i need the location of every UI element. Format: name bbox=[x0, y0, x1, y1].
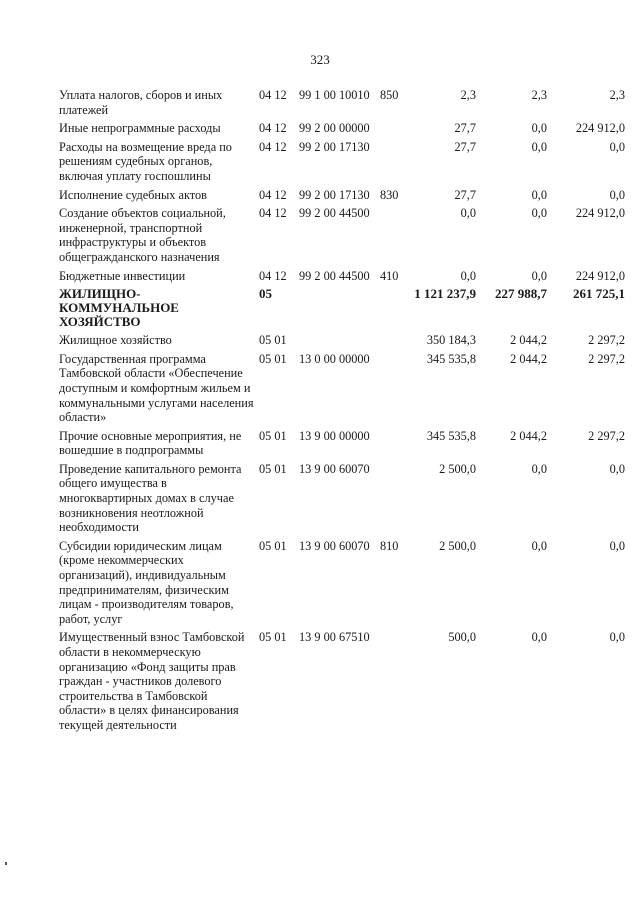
table-row bbox=[59, 352, 629, 425]
row-name: Уплата налогов, сборов и иных платежей bbox=[59, 88, 223, 117]
row-section: 05 01 bbox=[259, 351, 287, 366]
row-target-article: 13 9 00 60070 bbox=[299, 461, 370, 476]
row-expense-type: 830 bbox=[380, 187, 399, 202]
row-value-1: 0,0 bbox=[460, 206, 476, 221]
row-value-2: 0,0 bbox=[531, 206, 547, 221]
row-name: Исполнение судебных актов bbox=[59, 187, 207, 202]
row-name: Субсидии юридическим лицам (кроме некоммерческих организаций), индивидуальным предпринимателям, физическим лицам - производителям товаров, работ, услуг bbox=[59, 538, 234, 626]
row-target-article: 99 2 00 17130 bbox=[299, 139, 370, 154]
row-value-2: 227 988,7 bbox=[495, 286, 547, 302]
row-section: 04 12 bbox=[259, 268, 287, 283]
table-row bbox=[59, 188, 629, 203]
row-value-3: 2 297,2 bbox=[588, 333, 625, 348]
row-value-2: 0,0 bbox=[531, 538, 547, 553]
row-section: 04 12 bbox=[259, 206, 287, 221]
row-target-article: 99 2 00 17130 bbox=[299, 187, 370, 202]
row-value-3: 2,3 bbox=[609, 88, 625, 102]
row-value-2: 0,0 bbox=[531, 121, 547, 136]
row-value-2: 0,0 bbox=[531, 630, 547, 645]
row-value-3: 0,0 bbox=[609, 538, 625, 553]
scan-mark bbox=[5, 862, 7, 865]
row-name: Создание объектов социальной, инженерной, транспортной инфраструктуры и объектов общегражданского назначения bbox=[59, 206, 226, 264]
row-name: Жилищное хозяйство bbox=[59, 333, 172, 348]
row-name: Расходы на возмещение вреда по решениям судебных органов, включая уплату госпошлины bbox=[59, 139, 232, 183]
row-target-article: 13 9 00 00000 bbox=[299, 428, 370, 443]
row-value-3: 224 912,0 bbox=[575, 121, 625, 136]
row-name: Бюджетные инвестиции bbox=[59, 268, 186, 283]
row-value-2: 2 044,2 bbox=[510, 351, 547, 366]
row-name: ЖИЛИЩНО-КОММУНАЛЬНОЕ ХОЗЯЙСТВО bbox=[59, 286, 179, 330]
row-target-article: 13 9 00 67510 bbox=[299, 630, 370, 645]
row-expense-type: 810 bbox=[380, 538, 399, 553]
row-value-1: 345 535,8 bbox=[426, 351, 476, 366]
table-row bbox=[59, 88, 629, 117]
row-section: 05 01 bbox=[259, 461, 287, 476]
row-expense-type: 410 bbox=[380, 268, 399, 283]
row-name: Прочие основные мероприятия, не вошедшие в подпрограммы bbox=[59, 428, 242, 458]
row-value-3: 261 725,1 bbox=[573, 286, 625, 302]
row-name: Проведение капитального ремонта общего имущества в многоквартирных домах в случае возникновения неотложной необходимости bbox=[59, 461, 242, 535]
table-row bbox=[59, 206, 629, 264]
table-row bbox=[59, 287, 629, 329]
row-value-1: 2 500,0 bbox=[439, 538, 476, 553]
row-value-1: 2,3 bbox=[460, 88, 476, 102]
row-name: Государственная программа Тамбовской области «Обеспечение доступным и комфортным жильем и коммунальными услугами населения области» bbox=[59, 351, 254, 425]
row-value-2: 0,0 bbox=[531, 139, 547, 154]
row-target-article: 13 9 00 60070 bbox=[299, 538, 370, 553]
budget-table bbox=[59, 88, 629, 737]
row-section: 05 01 bbox=[259, 428, 287, 443]
row-value-1: 27,7 bbox=[454, 187, 476, 202]
row-value-3: 0,0 bbox=[609, 187, 625, 202]
row-value-2: 0,0 bbox=[531, 461, 547, 476]
row-section: 04 12 bbox=[259, 139, 287, 154]
row-value-1: 1 121 237,9 bbox=[414, 286, 476, 302]
row-value-3: 0,0 bbox=[609, 630, 625, 645]
row-target-article: 99 2 00 44500 bbox=[299, 268, 370, 283]
row-section: 05 01 bbox=[259, 538, 287, 553]
page-number: 323 bbox=[310, 52, 330, 67]
table-row bbox=[59, 121, 629, 136]
table-row bbox=[59, 333, 629, 348]
row-value-3: 2 297,2 bbox=[588, 428, 625, 443]
row-target-article: 13 0 00 00000 bbox=[299, 351, 370, 366]
row-section: 04 12 bbox=[259, 187, 287, 202]
row-target-article: 99 2 00 00000 bbox=[299, 121, 370, 136]
table-row bbox=[59, 429, 629, 458]
table-row bbox=[59, 269, 629, 284]
row-value-2: 0,0 bbox=[531, 268, 547, 283]
row-value-1: 345 535,8 bbox=[426, 428, 476, 443]
row-value-1: 500,0 bbox=[448, 630, 476, 645]
row-section: 05 bbox=[259, 286, 272, 302]
row-value-2: 2 044,2 bbox=[510, 428, 547, 443]
table-row bbox=[59, 539, 629, 627]
row-value-3: 2 297,2 bbox=[588, 351, 625, 366]
table-row bbox=[59, 630, 629, 732]
row-section: 05 01 bbox=[259, 333, 287, 348]
row-value-2: 0,0 bbox=[531, 187, 547, 202]
row-value-3: 224 912,0 bbox=[575, 268, 625, 283]
row-expense-type: 850 bbox=[380, 88, 399, 102]
table-row bbox=[59, 140, 629, 184]
row-value-3: 224 912,0 bbox=[575, 206, 625, 221]
row-value-1: 27,7 bbox=[454, 121, 476, 136]
table-row bbox=[59, 462, 629, 535]
row-value-2: 2,3 bbox=[531, 88, 547, 102]
row-target-article: 99 1 00 10010 bbox=[299, 88, 370, 102]
row-value-3: 0,0 bbox=[609, 461, 625, 476]
row-value-2: 2 044,2 bbox=[510, 333, 547, 348]
row-target-article: 99 2 00 44500 bbox=[299, 206, 370, 221]
row-name: Иные непрограммные расходы bbox=[59, 121, 221, 136]
row-section: 05 01 bbox=[259, 630, 287, 645]
row-value-1: 2 500,0 bbox=[439, 461, 476, 476]
row-value-1: 0,0 bbox=[460, 268, 476, 283]
row-section: 04 12 bbox=[259, 121, 287, 136]
row-value-3: 0,0 bbox=[609, 139, 625, 154]
row-value-1: 27,7 bbox=[454, 139, 476, 154]
row-name: Имущественный взнос Тамбовской области в некоммерческую организацию «Фонд защиты прав граждан - участников долевого строительства в Тамбовской области» в целях финансирования текущей деятельности bbox=[59, 630, 245, 732]
row-value-1: 350 184,3 bbox=[426, 333, 476, 348]
row-section: 04 12 bbox=[259, 88, 287, 102]
